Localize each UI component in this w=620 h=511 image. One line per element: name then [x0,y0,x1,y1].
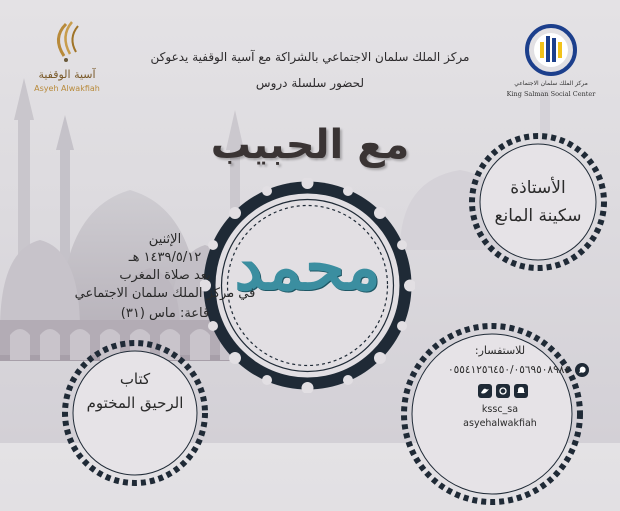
invitation-line-1: مركز الملك سلمان الاجتماعي بالشراكة مع آسية الوقفية يدعوكن [150,50,470,64]
kssc-emblem-icon [496,24,606,80]
asyeh-logo [22,18,112,100]
speaker-name: سكينة المانع [494,206,582,226]
kssc-arabic-name: مركز الملك سلمان الاجتماعي [514,80,588,87]
contact-handle-1: kssc_sa [481,404,519,415]
contact-label: للاستفسار: [474,344,526,357]
social-icons-row [478,384,558,398]
contact-phones-row [440,364,610,380]
event-details [70,232,260,342]
contact-phones: ٠٥٥٤١٢٥٦٤٥٠/٠٥٦٩٥٠٨٩٨٤ [448,364,570,376]
instagram-icon[interactable] [496,384,510,398]
asyeh-emblem-icon [22,18,112,68]
event-place: في مركز الملك سلمان الاجتماعي [74,286,256,301]
event-hall: قاعة: ماس (٣١) [120,306,210,321]
asyeh-arabic-name: آسية الوقفية [38,68,96,81]
asyeh-latin-name: Asyeh Alwakfiah [34,84,100,93]
event-day: الإثنين [148,232,182,247]
book-label: كتاب [119,370,151,388]
speaker-role: الأستاذة [510,178,566,198]
kssc-logo [496,24,606,104]
speaker-rosette [468,132,608,272]
series-title: مع الحبيب [210,122,410,168]
invitation-line-2: لحضور سلسلة دروس [255,76,365,90]
kssc-latin-name: King Salman Social Center [506,90,596,98]
book-title: الرحيق المختوم [86,394,184,412]
event-date: ١٤٣٩/٥/١٢ هـ [128,250,202,265]
muhammad-calligraphy: محمد [234,230,381,305]
book-rosette [60,338,210,488]
event-time: بعد صلاة المغرب [119,268,211,283]
contact-handle-2: asyehalwakfiah [463,418,537,429]
whatsapp-icon[interactable] [574,362,590,378]
snapchat-icon[interactable] [514,384,528,398]
twitter-icon[interactable] [478,384,492,398]
